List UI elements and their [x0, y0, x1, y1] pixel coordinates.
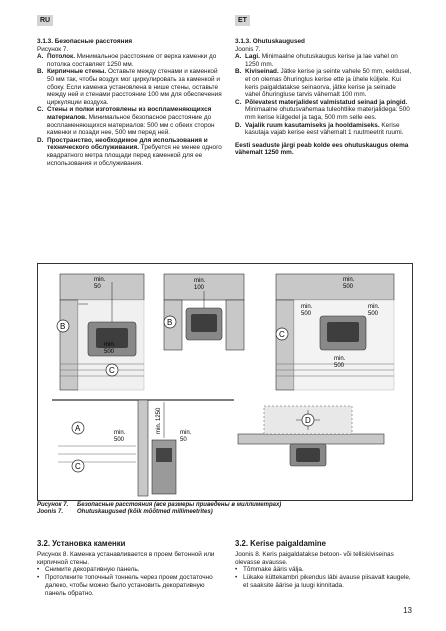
et-note: Eesti seaduste järgi peab kolde ees ohutuskaugus olema vähemalt 1250 mm.	[235, 141, 409, 157]
dim-label: 100	[194, 285, 205, 291]
et-item-key: C.	[235, 98, 242, 106]
et-item-d	[235, 122, 413, 137]
marker-letter: D	[305, 416, 311, 425]
et-install-title: 3.2. Kerise paigaldamine	[235, 539, 327, 548]
bullet-text: Протолкните топочный тоннель через проем достаточно далеко, чтобы можно было установить декоративную панель обратно.	[45, 574, 213, 597]
page-number: 13	[403, 606, 412, 615]
marker-letter: B	[60, 322, 66, 331]
et-item-title: Vajalik ruum kasutamiseks ja hooldamiseks.	[245, 121, 380, 129]
ru-install-title: 3.2. Установка каменки	[37, 539, 126, 548]
dim-label: min.	[343, 277, 355, 283]
et-column	[235, 38, 413, 157]
diagram-flammable-walls-top-view	[276, 274, 394, 390]
et-item-c	[235, 99, 413, 122]
et-heading: 3.1.3. Ohutuskaugused	[235, 38, 305, 45]
bullet-text: Lükake küttekambri pikendus läbi avause piisavalt kaugele, et saaksite äärise ja luugi kinnitada.	[243, 574, 411, 589]
ru-heading: 3.1.3. Безопасные расстояния	[37, 38, 133, 45]
diagram-brick-wall-top-view	[57, 274, 144, 390]
ru-section-install	[37, 540, 223, 598]
et-item-text: Jätke kerise ja seinte vahele 50 mm, eeldusel, et on olemas õhuringlus kerise ette ja ühele küljele. Kui keris paigaldatakse seinaorva, jätke kerise ja seinade vahel õhuringluse tarvis vähemalt 100 mm.	[245, 68, 412, 99]
list-item: • Снимите декоративную панель.	[37, 566, 140, 574]
ru-item-a	[37, 53, 223, 68]
et-figref: Joonis 7.	[235, 45, 261, 53]
bullet-text: Tõmmake ääris välja.	[243, 566, 304, 574]
list-item: • Tõmmake ääris välja.	[235, 566, 304, 574]
dim-label: 50	[94, 284, 101, 290]
marker-letter: A	[75, 424, 81, 433]
dim-label: min. 1250	[156, 407, 162, 434]
dim-label: min.	[114, 430, 126, 436]
caption-et-text: Ohutuskaugused (kõik mõõtmed millimeetrites)	[77, 509, 213, 516]
dim-label: min.	[301, 304, 313, 310]
caption-et-label: Joonis 7.	[37, 509, 64, 516]
et-item-text: Minimaalne ohutusvahemaa tuleohtlike materjalidega: 500 mm kerise külgedel ja taga, 500 mm selle ees.	[245, 106, 410, 121]
diagram-wall-niche-top-view	[164, 274, 244, 350]
safety-distance-drawing	[38, 264, 412, 500]
ru-item-title: Пространство, необходимое для использования и технического обслуживания.	[47, 136, 208, 152]
ru-install-intro: Рисунок 8. Каменка устанавливается в проем бетонной или кирпичной стены.	[37, 550, 215, 566]
et-install-intro: Joonis 8. Keris paigaldatakse betoon- või telliskiviseinas olevasse avausse.	[235, 550, 394, 566]
marker-letter: B	[167, 318, 173, 327]
safety-distance-figure	[37, 263, 413, 501]
et-section-install	[235, 540, 413, 590]
ru-item-key: D.	[37, 136, 44, 144]
dim-label: 500	[368, 311, 379, 317]
list-item: • Lükake küttekambri pikendus läbi avause piisavalt kaugele, et saaksite äärise ja luugi kinnitada.	[235, 574, 413, 590]
ru-item-key: A.	[37, 53, 44, 61]
ru-item-text: Минимальное безопасное расстояние до воспламеняющихся материалов: 500 мм с обеих сторон каменки и позади нее, 500 мм перед ней.	[47, 113, 215, 137]
ru-item-title: Потолок.	[47, 53, 75, 61]
ru-column	[37, 38, 223, 167]
bullet-text: Снимите декоративную панель.	[45, 566, 140, 574]
et-item-b	[235, 68, 413, 98]
dim-label: min.	[194, 278, 206, 284]
ru-item-d	[37, 137, 223, 167]
ru-item-text: Оставьте между стенами и каменкой 50 мм так, чтобы воздух мог циркулировать за каменкой и сбоку. Если каменка установлена в нише стены, оставьте между ней и стенами расстояние 100 мм для обеспечения циркуляции воздуха.	[47, 68, 222, 106]
et-item-title: Kiviseinad.	[245, 68, 279, 76]
caption-ru-text: Безопасные расстояния (все размеры приведены в миллиметрах)	[77, 502, 282, 508]
dim-label: 500	[301, 311, 312, 317]
diagram-side-view	[52, 400, 234, 496]
dim-label: min.	[104, 342, 116, 348]
et-item-text: Kerise kasutaja vajab kerise eest vähemalt 1 ruutmeetrit ruumi.	[245, 121, 404, 137]
caption-ru-label: Рисунок 7.	[37, 502, 69, 508]
diagram-service-space	[238, 406, 384, 466]
marker-letter: C	[75, 462, 81, 471]
dim-label: min.	[180, 430, 192, 436]
ru-item-title: Кирпичные стены.	[47, 68, 107, 76]
ru-item-text: Минимальное расстояние от верха каменки до потолка составляет 1250 мм.	[47, 53, 217, 68]
dim-label: 500	[334, 363, 345, 369]
dim-label: min.	[94, 277, 106, 283]
dim-label: 500	[343, 284, 354, 290]
ru-item-text: Требуется не менее одного квадратного метра площади перед каменкой для ее использования и обслуживания.	[47, 144, 222, 167]
ru-figref: Рисунок 7.	[37, 45, 69, 53]
ru-item-key: B.	[37, 68, 44, 76]
lang-tag-et: ET	[235, 15, 250, 26]
dim-label: 500	[104, 349, 115, 355]
et-item-text: Minimaalne ohutuskaugus kerise ja lae vahel on 1250 mm.	[245, 53, 398, 68]
et-item-title: Põlevatest materjalidest valmistatud seinad ja pingid.	[245, 98, 408, 106]
et-item-title: Lagi.	[245, 53, 260, 61]
marker-letter: C	[279, 330, 285, 339]
dim-label: min.	[334, 356, 346, 362]
dim-label: 500	[114, 437, 125, 443]
lang-tag-ru: RU	[37, 15, 53, 26]
et-item-key: D.	[235, 121, 242, 129]
ru-item-b	[37, 68, 223, 106]
marker-letter: C	[109, 366, 115, 375]
ru-item-c	[37, 106, 223, 136]
et-item-key: A.	[235, 53, 242, 61]
dim-label: min.	[368, 304, 380, 310]
et-item-key: B.	[235, 68, 242, 76]
et-item-a	[235, 53, 413, 68]
ru-item-key: C.	[37, 106, 44, 114]
list-item: • Протолкните топочный тоннель через проем достаточно далеко, чтобы можно было установить декоративную панель обратно.	[37, 574, 223, 597]
ru-item-title: Стены и полки изготовлены из воспламеняющихся материалов.	[47, 106, 212, 121]
dim-label: 50	[180, 437, 187, 443]
figure-caption	[37, 502, 281, 517]
